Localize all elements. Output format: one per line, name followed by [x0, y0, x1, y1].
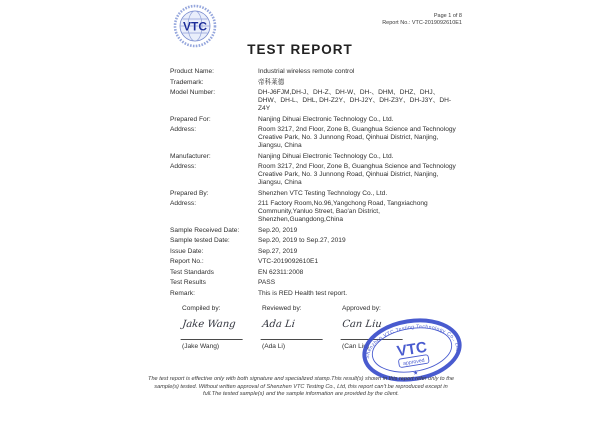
- signature-role-label: Approved by:: [342, 305, 381, 312]
- signature-column: [182, 305, 244, 351]
- logo-vtc-text: VTC: [183, 19, 207, 34]
- row-value: Sep.20, 2019 to Sep.27, 2019: [258, 237, 346, 244]
- signer-name: (Can Liu): [342, 342, 370, 350]
- row-value: Sep.20, 2019: [258, 226, 298, 234]
- stamp-ring-text: Shenzhen VTC Testing Technology Co., Ltd: [364, 324, 461, 359]
- row-value: EN 62311:2008: [258, 268, 304, 276]
- signature-role-label: Compiled by:: [182, 305, 221, 312]
- row-value: This is RED Health test report.: [258, 289, 348, 297]
- row-value: Industrial wireless remote control: [258, 68, 355, 75]
- row-label: Prepared By:: [170, 189, 209, 197]
- handwritten-signature: Ada Li: [261, 313, 326, 340]
- page-number: Page 1 of 8: [433, 13, 462, 19]
- row-label: Test Standards: [170, 268, 214, 276]
- table-row: [170, 269, 460, 277]
- row-value: DH-J6FJM,DH-J、DH-Z、DH-W、DH-、DHM、DHZ、DHJ、DHW、DH-L、DHL, DH-Z2Y、DH-J2Y、DH-Z3Y、DH-J3Y、DH-Z4Y: [258, 89, 452, 112]
- row-value: Room 3217, 2nd Floor, Zone B, Guanghua Science and Technology Creative Park, No. 3 Junnong Road, Qinhuai District, Nanjing, Jiangsu, China: [258, 126, 456, 149]
- row-label: Manufacturer:: [170, 152, 211, 160]
- table-row: [170, 258, 460, 266]
- row-value: VTC-2019092610E1: [258, 258, 319, 265]
- stamp-vtc-text: VTC: [395, 338, 429, 361]
- handwritten-signature: Jake Wang: [181, 313, 246, 340]
- table-row: [170, 290, 460, 298]
- row-label: Address:: [170, 163, 197, 170]
- row-label: Sample tested Date:: [170, 237, 230, 244]
- row-label: Issue Date:: [170, 247, 204, 255]
- signer-name: (Ada Li): [262, 342, 286, 350]
- report-title: TEST REPORT: [247, 42, 353, 57]
- row-value: Nanjing Dihuai Electronic Technology Co., Ltd.: [258, 115, 394, 123]
- row-label: Address:: [170, 126, 197, 133]
- footer-disclaimer: The test report is effective only with both signature and specialized stamp.This result(s) shown in this report refer only to the sample(s) tested. Without written approval of Shenzhen VTC Testing Co., Ltd, this report can't be reproduced except in full.The tested sample(s) and the sample information are provided by the client.: [148, 376, 454, 398]
- row-label: Test Results: [170, 279, 206, 286]
- stamp-star-icon: ★: [412, 370, 419, 378]
- page-header-info: [382, 13, 462, 27]
- row-label: Product Name:: [170, 68, 214, 75]
- row-value: 211 Factory Room,No.96,Yangchong Road, Tangxiachong Community,Yanluo Street, Bao'an District, Shenzhen,Guangdong,China: [258, 200, 428, 223]
- table-row: [170, 89, 460, 113]
- row-value: Shenzhen VTC Testing Technology Co., Ltd.: [258, 189, 388, 197]
- row-value: Room 3217, 2nd Floor, Zone B, Guanghua Science and Technology Creative Park, No. 3 Junnong Road, Qinhuai District, Nanjing, Jiangsu, China: [258, 163, 456, 186]
- table-row: [170, 126, 460, 150]
- row-label: Model Number:: [170, 89, 216, 96]
- table-row: [170, 68, 460, 76]
- stamp-approved-text: approved: [402, 357, 426, 368]
- signature-role-label: Reviewed by:: [262, 305, 302, 312]
- table-row: [170, 79, 460, 87]
- table-row: [170, 190, 460, 198]
- table-row: [170, 163, 460, 187]
- row-value: Sep.27, 2019: [258, 247, 298, 255]
- table-row: [170, 279, 460, 287]
- table-row: [170, 153, 460, 161]
- row-label: Prepared For:: [170, 115, 211, 123]
- row-label: Report No.:: [170, 258, 204, 265]
- row-label: Sample Received Date:: [170, 226, 240, 234]
- row-label: Remark:: [170, 289, 195, 297]
- row-value: Nanjing Dihuai Electronic Technology Co., Ltd.: [258, 152, 394, 160]
- handwritten-signature: Can Liu: [341, 313, 406, 340]
- row-value: 帝科莱德: [258, 78, 285, 86]
- table-row: [170, 248, 460, 256]
- table-row: [170, 200, 460, 224]
- row-value: PASS: [258, 279, 276, 286]
- row-label: Address:: [170, 200, 197, 207]
- report-table: [170, 68, 460, 300]
- table-row: [170, 237, 460, 245]
- table-row: [170, 116, 460, 124]
- report-number-header: Report No.: VTC-2019092610E1: [382, 20, 462, 26]
- signature-column: [262, 305, 324, 351]
- signer-name: (Jake Wang): [182, 342, 220, 350]
- table-row: [170, 227, 460, 235]
- row-label: Trademark:: [170, 78, 204, 86]
